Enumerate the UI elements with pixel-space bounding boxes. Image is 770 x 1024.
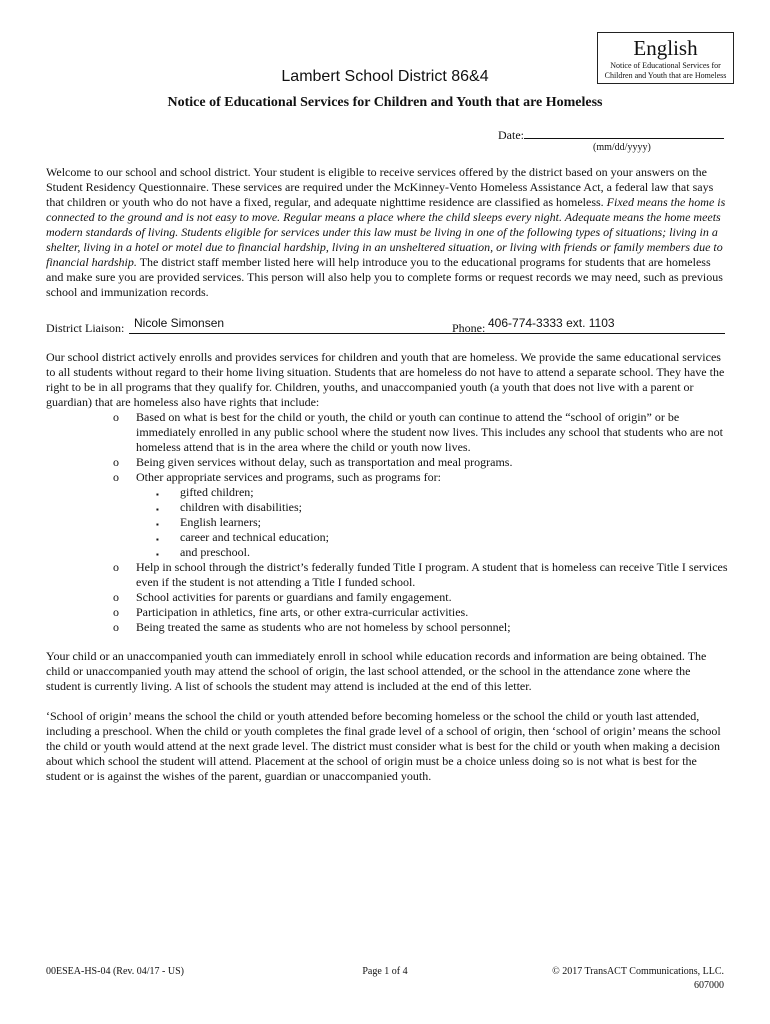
school-of-origin-paragraph: ‘School of origin’ means the school the child or youth attended before becoming homeless or the school the child or youth last attended, including a preschool. When the child or youth completes the final grade level of a school of origin, then ‘school of origin’ means the school the child or youth would attend at the next grade level. The district must consider what is best for the child or youth when making a decision about which school the student will attend. Placement at the school of origin must be a choice unless doing so is not what is best for the student or is against the wishes of the parent, guardian or unaccompanied youth. <box>46 709 721 783</box>
page-number: Page 1 of 4 <box>362 966 408 977</box>
date-hint: (mm/dd/yyyy) <box>593 142 651 153</box>
language-label: English <box>633 36 698 60</box>
list-item: o Help in school through the district’s federally funded Title I program. A student that is homeless can receive Title I services even if the student is not attending a Title I funded school. <box>113 560 728 589</box>
sub-list-item: ▪ English learners; <box>46 515 736 530</box>
bullet: o <box>113 560 119 574</box>
phone-label: Phone: <box>452 321 486 335</box>
sub-list-item: ▪ career and technical education; <box>46 530 736 545</box>
liaison-name[interactable]: Nicole Simonsen <box>134 316 225 330</box>
square-bullet-icon: ▪ <box>156 550 159 559</box>
form-code: 00ESEA-HS-04 (Rev. 04/17 - US) <box>46 966 184 977</box>
sub-list-item: ▪ and preschool. <box>46 545 736 560</box>
bullet: o <box>113 470 119 484</box>
enrollment-paragraph: Your child or an unaccompanied youth can immediately enroll in school while education records and information are being obtained. The child or unaccompanied youth may attend the school of origin, the last school attended, or the school in the attendance zone where the student is currently living. A list of schools the student may attend is included at the end of this letter. <box>46 649 707 693</box>
bullet: o <box>113 620 119 634</box>
square-bullet-icon: ▪ <box>156 505 159 514</box>
intro-paragraph <box>46 165 726 300</box>
list-item: o School activities for parents or guardians and family engagement. <box>113 590 452 604</box>
school-name: Lambert School District 86&4 <box>281 68 489 85</box>
sub-list-item: ▪ children with disabilities; <box>46 500 736 515</box>
rights-intro-paragraph: Our school district actively enrolls and provides services for children and youth that are homeless. We provide the same educational services to all students without regard to their home living situation. Students that are homeless do not have to attend a separate school. They have the right to be in all programs that they qualify for. Children, youths, and unaccompanied youth (a youth that does not live with a parent or guardian) that are homeless also have rights that include: <box>46 350 725 409</box>
sub-list-item: ▪ gifted children; <box>46 485 736 500</box>
intro-end-text: The district staff member listed here will help introduce you to the educational programs for students that are homeless and make sure you are provided services. This person will also help you to complete forms or request records we may need, such as previous school and immunization records. <box>46 255 723 299</box>
date-field[interactable] <box>524 127 724 139</box>
square-bullet-icon: ▪ <box>156 520 159 529</box>
language-subtitle: Notice of Educational Services for Children and Youth that are Homeless <box>604 61 727 80</box>
page-title: Notice of Educational Services for Children and Youth that are Homeless <box>167 95 603 110</box>
liaison-row <box>46 316 726 336</box>
intro-italic-text: Fixed means the home is connected to the ground and is not easy to move. Regular means a place where the child sleeps every night. Adequate means the home meets modern standards of living. Students eligible for services under this law must be living in one of the following types of situations; living in a shelter, living in a hotel or motel due to financial hardship, living in an unsheltered situation, or living with friends or family members due to financial hardship. <box>46 195 726 269</box>
bullet: o <box>113 455 119 469</box>
list-item: o Other appropriate services and programs, such as programs for: <box>113 470 441 484</box>
date-row <box>498 127 724 143</box>
bullet: o <box>113 605 119 619</box>
rights-list <box>46 410 736 635</box>
list-item: o Being given services without delay, such as transportation and meal programs. <box>113 455 513 469</box>
document-number: 607000 <box>694 980 724 991</box>
liaison-field-line <box>129 333 494 334</box>
liaison-label: District Liaison: <box>46 321 125 335</box>
list-item: o Participation in athletics, fine arts, or other extra-curricular activities. <box>113 605 469 619</box>
square-bullet-icon: ▪ <box>156 535 159 544</box>
phone-number[interactable]: 406-774-3333 ext. 1103 <box>488 316 615 330</box>
intro-text: Welcome to our school and school district. Your student is eligible to receive services offered by the district based on your answers on the Student Residency Questionnaire. These services are required under the McKinney-Vento Homeless Assistance Act, a federal law that says that children or youth who do not have a fixed, regular, and adequate nighttime residence are classified as homeless. <box>46 165 714 209</box>
phone-field-line <box>487 333 725 334</box>
list-item: o Being treated the same as students who are not homeless by school personnel; <box>113 620 511 634</box>
date-label: Date: <box>498 128 524 142</box>
copyright: © 2017 TransACT Communications, LLC. <box>552 966 724 977</box>
bullet: o <box>113 590 119 604</box>
bullet: o <box>113 410 119 424</box>
list-item: o Based on what is best for the child or youth, the child or youth can continue to attend the “school of origin” or be immediately enrolled in any public school where the student now lives. This includes any school that students who are not homeless attend that is in the area where the child or youth now lives. <box>113 410 723 454</box>
square-bullet-icon: ▪ <box>156 490 159 499</box>
